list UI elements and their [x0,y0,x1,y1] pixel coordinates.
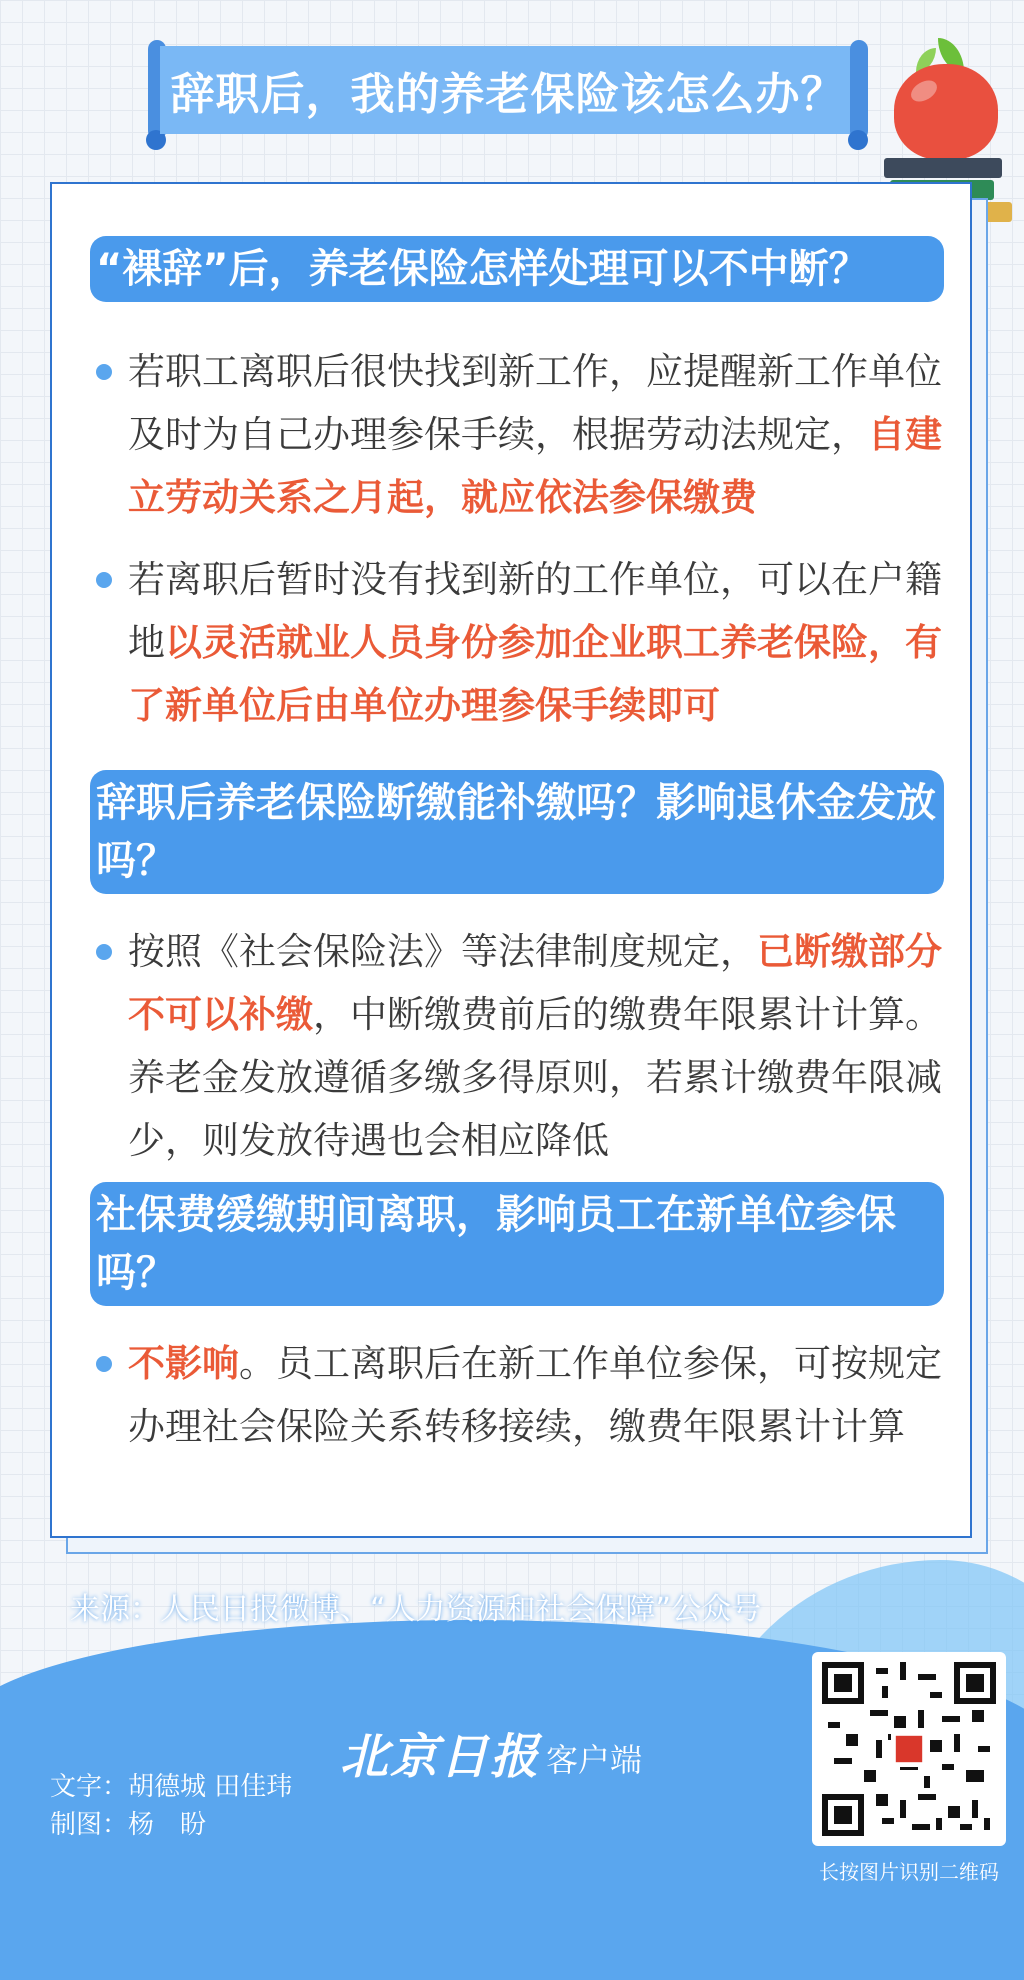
bullet-dot-icon [96,1356,112,1372]
section-heading-2: 辞职后养老保险断缴能补缴吗？影响退休金发放吗？ [90,770,944,894]
bullet-text: 按照《社会保险法》等法律制度规定，已断缴部分不可以补缴，中断缴费前后的缴费年限累计计算。养老金发放遵循多缴多得原则，若累计缴费年限减少，则发放待遇也会相应降低 [128,930,942,1162]
logo-main-text: 北京日报 [340,1729,541,1785]
credits [50,1768,292,1844]
highlight-text: 自建立劳动关系之月起，就应依法参保缴费 [128,413,942,519]
page-title: 辞职后，我的养老保险该怎么办？ [160,46,856,134]
logo-sub-text: 客户端 [546,1741,643,1779]
highlight-text: 以灵活就业人员身份参加企业职工养老保险，有了新单位后由单位办理参保手续即可 [128,621,942,727]
apple-icon [894,64,998,160]
bullet-text: 若离职后暂时没有找到新的工作单位，可以在户籍地以灵活就业人员身份参加企业职工养老保险，有了新单位后由单位办理参保手续即可 [128,558,942,727]
credit-text-author: 文字：胡德城 田佳玮 [50,1772,293,1802]
bullet-text: 若职工离职后很快找到新工作，应提醒新工作单位及时为自己办理参保手续，根据劳动法规定，自建立劳动关系之月起，就应依法参保缴费 [128,350,942,519]
bullet-item [90,548,946,737]
section-heading-3: 社保费缓缴期间离职，影响员工在新单位参保吗？ [90,1182,944,1306]
bullet-dot-icon [96,944,112,960]
source-note: 来源：人民日报微博、“人力资源和社会保障”公众号 [70,1592,762,1627]
banner-roll-right [850,40,868,140]
credit-design-author: 制图：杨 盼 [50,1810,207,1840]
brand-logo [340,1718,642,1787]
highlight-text: 不影响 [128,1342,239,1385]
title-banner [148,40,868,140]
qr-caption: 长按图片识别二维码 [819,1860,999,1884]
qr-code-graphic [822,1662,996,1836]
bullet-dot-icon [96,572,112,588]
highlight-text: 已断缴部分不可以补缴 [128,930,942,1036]
bullet-item [90,920,946,1172]
book-icon [884,158,1002,178]
bullet-item [90,1332,946,1458]
bullet-item [90,340,946,529]
bullet-dot-icon [96,364,112,380]
bullet-text: 不影响。员工离职后在新工作单位参保，可按规定办理社会保险关系转移接续，缴费年限累计计算 [128,1342,942,1448]
qr-code-icon[interactable] [812,1652,1006,1846]
section-heading-1: “裸辞”后，养老保险怎样处理可以不中断？ [90,236,944,302]
